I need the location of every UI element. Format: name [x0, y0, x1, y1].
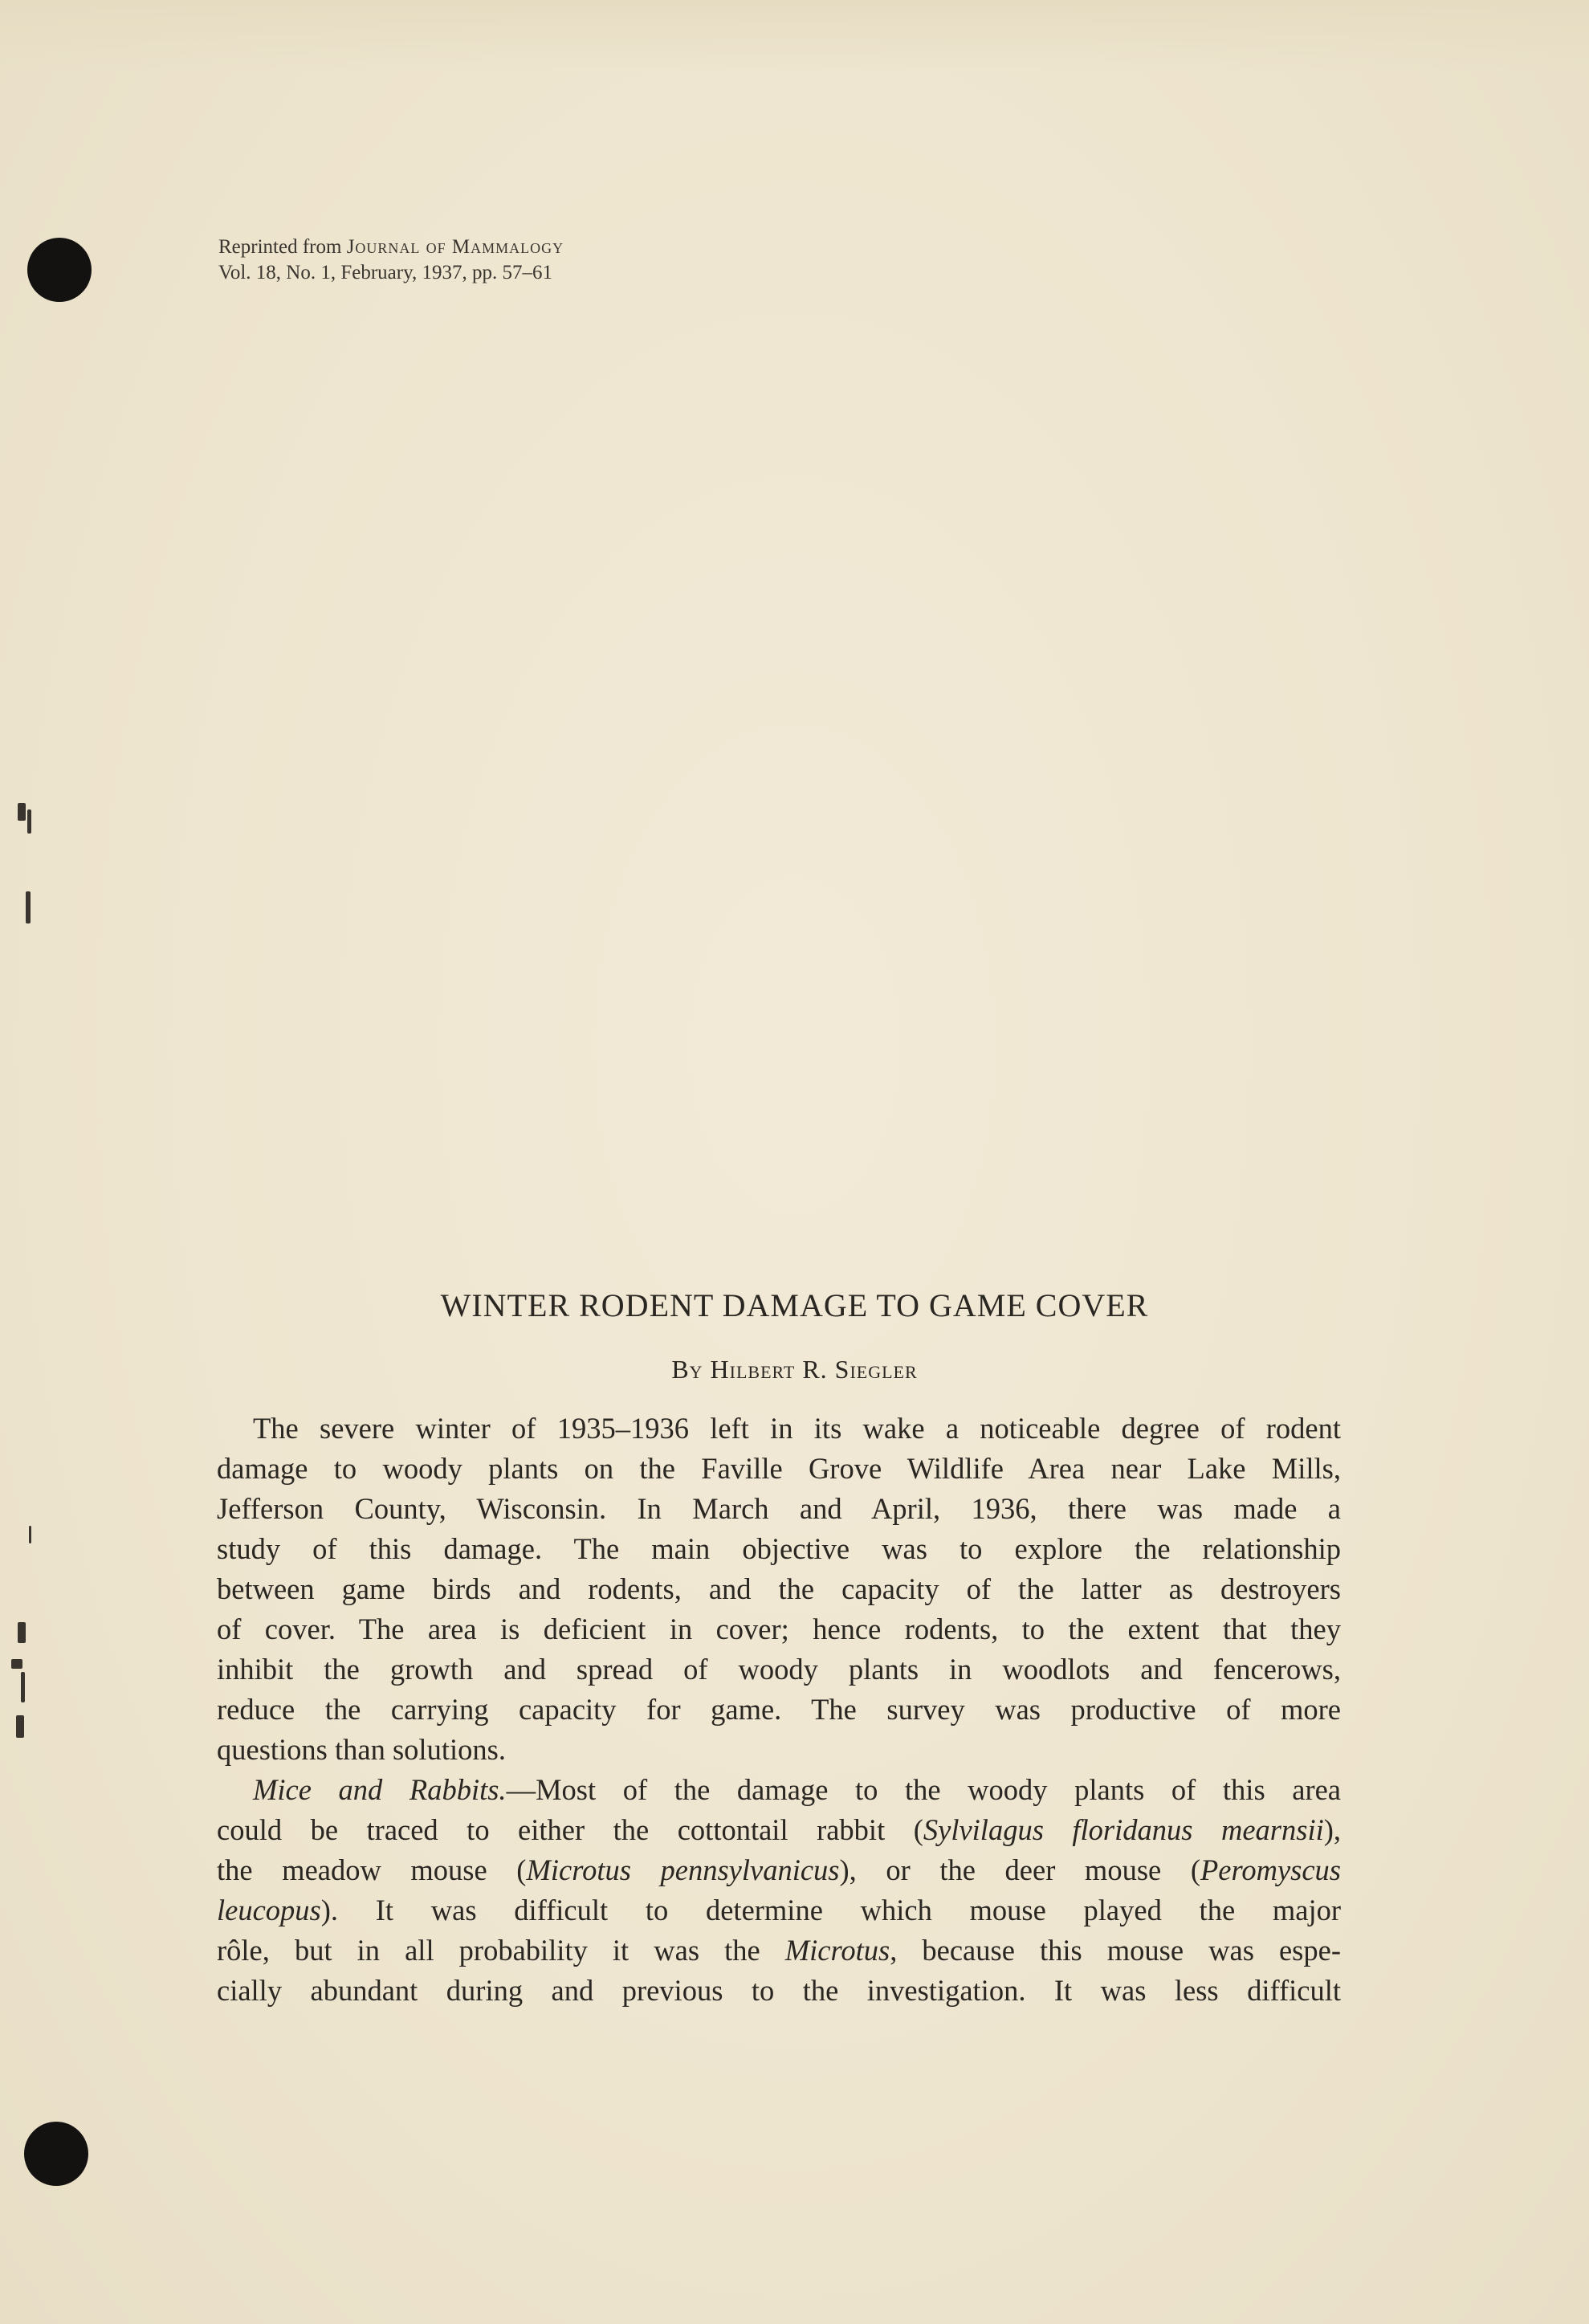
- paragraph-line: The severe winter of 1935–1936 left in its wake a noticeable degree of rodent: [253, 1412, 1341, 1445]
- binding-mark: [21, 1672, 25, 1702]
- binding-mark: [11, 1659, 22, 1669]
- paragraph-line: study of this damage. The main objective was to explore the relationship: [217, 1532, 1341, 1565]
- paragraph-line: of cover. The area is deficient in cover; hence rodents, to the extent that they: [217, 1613, 1341, 1645]
- paragraph-line: leucopus). It was difficult to determine which mouse played the major: [217, 1894, 1341, 1926]
- article-byline: By Hilbert R. Siegler: [671, 1355, 918, 1384]
- punch-hole-bottom: [24, 2122, 88, 2186]
- paragraph-line: between game birds and rodents, and the capacity of the latter as destroyers: [217, 1572, 1341, 1605]
- reprint-notice: [218, 234, 564, 286]
- paragraph-line: inhibit the growth and spread of woody plants in woodlots and fencerows,: [217, 1653, 1341, 1686]
- species-name: Microtus: [784, 1934, 890, 1967]
- punch-hole-top: [27, 238, 92, 302]
- paragraph-line: cially abundant during and previous to the investigation. It was less difficult: [217, 1974, 1341, 2007]
- paragraph-line: Jefferson County, Wisconsin. In March and April, 1936, there was made a: [217, 1492, 1341, 1525]
- section-heading: Mice and Rabbits.: [253, 1773, 507, 1806]
- binding-mark: [18, 803, 26, 821]
- binding-mark: [18, 1622, 26, 1643]
- reprint-source-line: Reprinted from Journal of Mammalogy: [218, 236, 564, 258]
- article-title: WINTER RODENT DAMAGE TO GAME COVER: [440, 1287, 1149, 1323]
- paragraph-line: the meadow mouse (Microtus pennsylvanicus), or the deer mouse (Peromyscus: [217, 1853, 1341, 1886]
- paragraph-line: could be traced to either the cottontail rabbit (Sylvilagus floridanus mearnsii),: [217, 1813, 1342, 1846]
- binding-mark: [26, 891, 31, 923]
- species-name: Peromyscus: [1200, 1853, 1341, 1886]
- journal-name: Journal of Mammalogy: [346, 236, 564, 258]
- page-edge-shadow: [0, 0, 1589, 72]
- species-name: Microtus pennsylvanicus: [526, 1853, 840, 1886]
- paragraph-line: rôle, but in all probability it was the Microtus, because this mouse was espe-: [217, 1934, 1341, 1967]
- species-name: leucopus: [217, 1894, 321, 1926]
- binding-mark: [29, 1526, 31, 1543]
- species-name: Sylvilagus floridanus mearnsii: [923, 1813, 1324, 1846]
- paragraph-line: reduce the carrying capacity for game. The survey was productive of more: [217, 1693, 1341, 1726]
- paragraph-line: damage to woody plants on the Faville Grove Wildlife Area near Lake Mills,: [217, 1452, 1341, 1485]
- paragraph-line: questions than solutions.: [217, 1733, 506, 1766]
- binding-mark: [27, 809, 31, 834]
- reprint-volume-line: Vol. 18, No. 1, February, 1937, pp. 57–61: [218, 262, 552, 283]
- binding-mark: [16, 1715, 24, 1738]
- paragraph-line: Mice and Rabbits.—Most of the damage to the woody plants of this area: [253, 1773, 1342, 1806]
